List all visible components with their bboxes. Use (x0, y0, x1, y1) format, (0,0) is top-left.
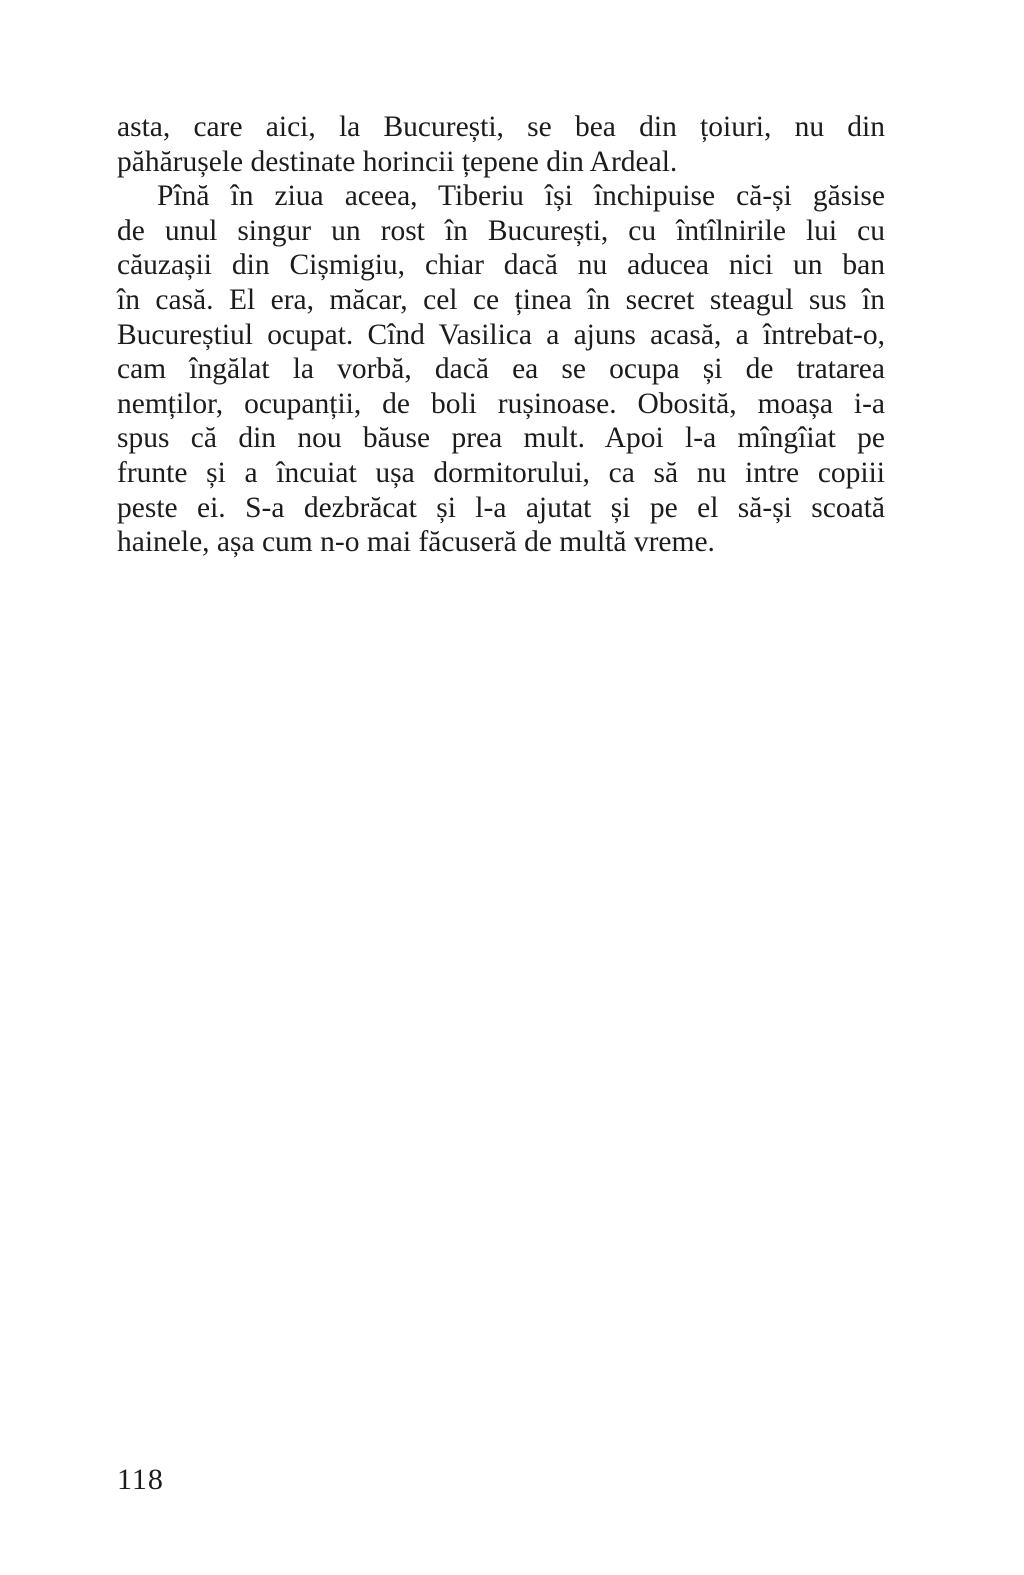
text-line: căuzașii din Cișmigiu, chiar dacă nu aducea nici un ban (117, 249, 885, 282)
page-number: 118 (117, 1463, 164, 1496)
text-line: hainele, așa cum n-o mai făcuseră de multă vreme. (117, 526, 715, 559)
text-line: peste ei. S-a dezbrăcat și l-a ajutat și pe el să-și scoată (117, 491, 885, 524)
text-line: de unul singur un rost în București, cu întîlnirile lui cu (117, 214, 885, 247)
text-line: în casă. El era, măcar, cel ce ținea în secret steagul sus în (117, 283, 885, 316)
text-line: spus că din nou băuse prea mult. Apoi l-a mîngîiat pe (117, 422, 885, 455)
body-text (117, 110, 885, 560)
text-line: Pînă în ziua aceea, Tiberiu își închipuise că-și găsise (157, 180, 885, 213)
text-line: frunte și a încuiat ușa dormitorului, ca să nu intre copiii (117, 456, 885, 489)
text-line: nemților, ocupanții, de boli rușinoase. Obosită, moașa i-a (117, 387, 885, 420)
text-line: păhărușele destinate horincii țepene din Ardeal. (117, 145, 678, 178)
text-line: Bucureștiul ocupat. Cînd Vasilica a ajuns acasă, a întrebat-o, (117, 318, 885, 351)
text-line: asta, care aici, la București, se bea din țoiuri, nu din (117, 111, 885, 143)
text-line: cam îngălat la vorbă, dacă ea se ocupa și de tratarea (117, 353, 885, 386)
